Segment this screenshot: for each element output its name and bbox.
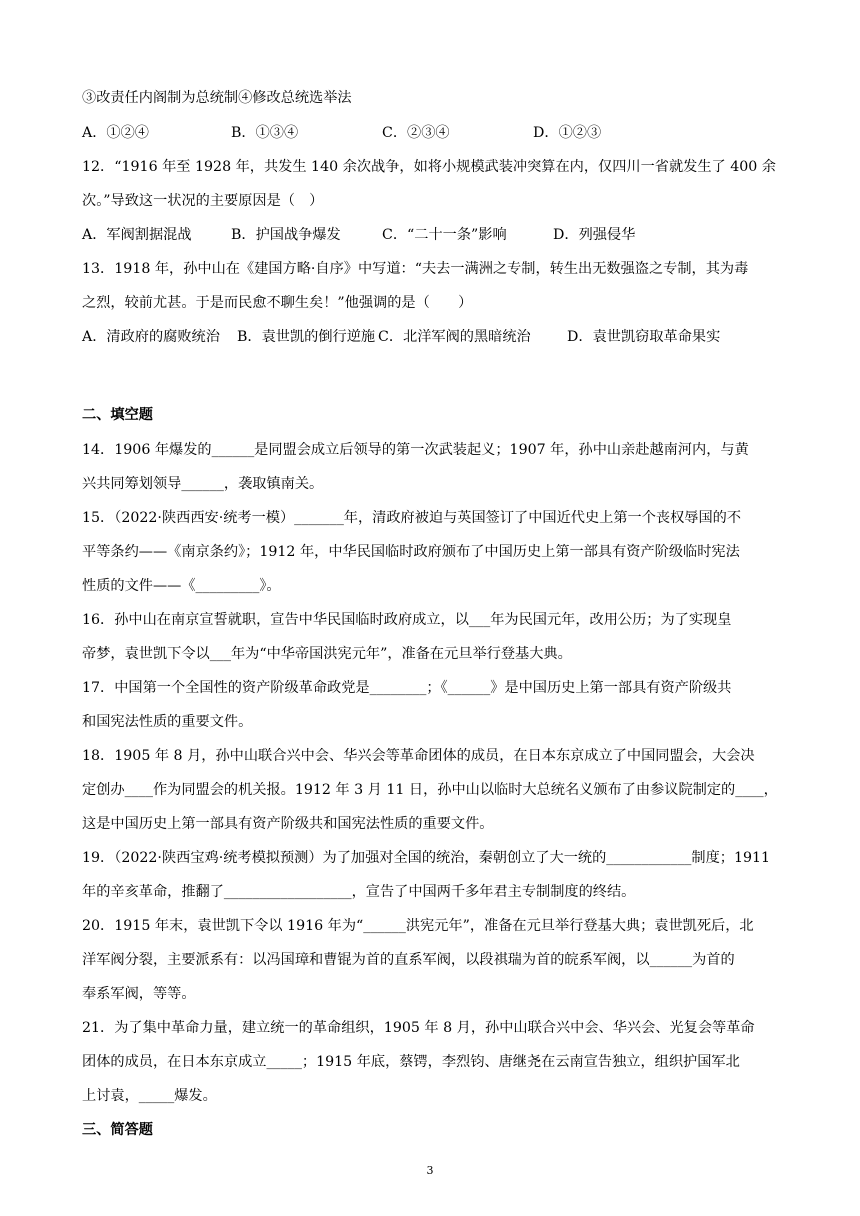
q14-line1: 14．1906 年爆发的______是同盟会成立后领导的第一次武装起义；1907 年，孙中山亲赴越南河内，与黄 (82, 442, 749, 458)
q14-line2: 兴共同筹划领导______，袭取镇南关。 (82, 476, 324, 492)
q12-option-a: A．军阀割据混战 (82, 227, 192, 243)
section-title-fill-blank: 二、填空题 (82, 407, 153, 423)
q20-line2: 洋军阀分裂，主要派系有：以冯国璋和曹锟为首的直系军阀，以段祺瑞为首的皖系军阀，以______为首的 (82, 952, 735, 968)
q11-option-b: B．①③④ (231, 125, 299, 141)
q21-line2: 团体的成员，在日本东京成立_____；1915 年底，蔡锷，李烈钧、唐继尧在云南宣告独立，组织护国军北 (82, 1054, 740, 1070)
q16-line2: 帝梦，袁世凯下令以___年为“中华帝国洪宪元年”，准备在元旦举行登基大典。 (82, 646, 572, 662)
q12-stem-line1: 12．“1916 年至 1928 年，共发生 140 余次战争，如将小规模武装冲突算在内，仅四川一省就发生了 400 余 (82, 159, 776, 175)
q13-option-d: D．袁世凯窃取革命果实 (567, 329, 721, 345)
q21-line1: 21．为了集中革命力量，建立统一的革命组织，1905 年 8 月，孙中山联合兴中会、华兴会、光复会等革命 (82, 1020, 755, 1036)
q15-line1: 15．（2022·陕西西安·统考一模）_______年，清政府被迫与英国签订了中国近代史上第一个丧权辱国的不 (82, 510, 742, 526)
q13-option-b: B．袁世凯的倒行逆施 (237, 329, 376, 345)
q12-option-c: C．“二十一条”影响 (382, 227, 507, 243)
q15-line2: 平等条约——《南京条约》；1912 年，中华民国临时政府颁布了中国历史上第一部具有资产阶级临时宪法 (82, 544, 740, 560)
q11-option-c: C．②③④ (382, 125, 450, 141)
q18-line3: 这是中国历史上第一部具有资产阶级共和国宪法性质的重要文件。 (82, 816, 494, 832)
q13-option-c: C．北洋军阀的黑暗统治 (378, 329, 531, 345)
q21-line3: 上讨袁，_____爆发。 (82, 1088, 217, 1104)
q13-stem-line1: 13．1918 年，孙中山在《建国方略·自序》中写道：“夫去一满洲之专制，转生出无数强盗之专制，其为毒 (82, 261, 749, 277)
q15-line3: 性质的文件——《_________》。 (82, 578, 281, 594)
q16-line1: 16．孙中山在南京宣誓就职，宣告中华民国临时政府成立，以___年为民国元年，改用公历；为了实现皇 (82, 612, 732, 628)
q18-line1: 18．1905 年 8 月，孙中山联合兴中会、华兴会等革命团体的成员，在日本东京成立了中国同盟会，大会决 (82, 748, 755, 764)
q12-option-b: B．护国战争爆发 (231, 227, 341, 243)
q19-line2: 年的辛亥革命，推翻了__________________，宣告了中国两千多年君主专制制度的终结。 (82, 884, 636, 900)
q11-statement-tail: ③改责任内阁制为总统制④修改总统选举法 (82, 90, 352, 106)
q17-line2: 和国宪法性质的重要文件。 (82, 714, 253, 730)
page-number: 3 (426, 1164, 434, 1177)
q17-line1: 17．中国第一个全国性的资产阶级革命政党是________；《______》是中国历史上第一部具有资产阶级共 (82, 680, 732, 696)
q11-option-a: A．①②④ (82, 125, 149, 141)
q13-option-a: A．清政府的腐败统治 (82, 329, 220, 345)
q19-line1: 19．（2022·陕西宝鸡·统考模拟预测）为了加强对全国的统治，秦朝创立了大一统的____________制度；1911 (82, 850, 771, 866)
q20-line3: 奉系军阀，等等。 (82, 986, 196, 1002)
q11-option-d: D．①②③ (533, 125, 602, 141)
q18-line2: 定创办____作为同盟会的机关报。1912 年 3 月 11 日，孙中山以临时大总统名义颁布了由参议院制定的____， (82, 782, 778, 798)
section-title-short-answer: 三、简答题 (82, 1122, 153, 1138)
q12-option-d: D．列强侵华 (553, 227, 636, 243)
q12-stem-line2: 次。”导致这一状况的主要原因是（ ） (82, 193, 324, 209)
q13-stem-line2: 之烈，较前尤甚。于是而民愈不聊生矣！”他强调的是（ ） (82, 295, 473, 311)
q20-line1: 20．1915 年末，袁世凯下令以 1916 年为“______洪宪元年”，准备在元旦举行登基大典；袁世凯死后，北 (82, 918, 754, 934)
